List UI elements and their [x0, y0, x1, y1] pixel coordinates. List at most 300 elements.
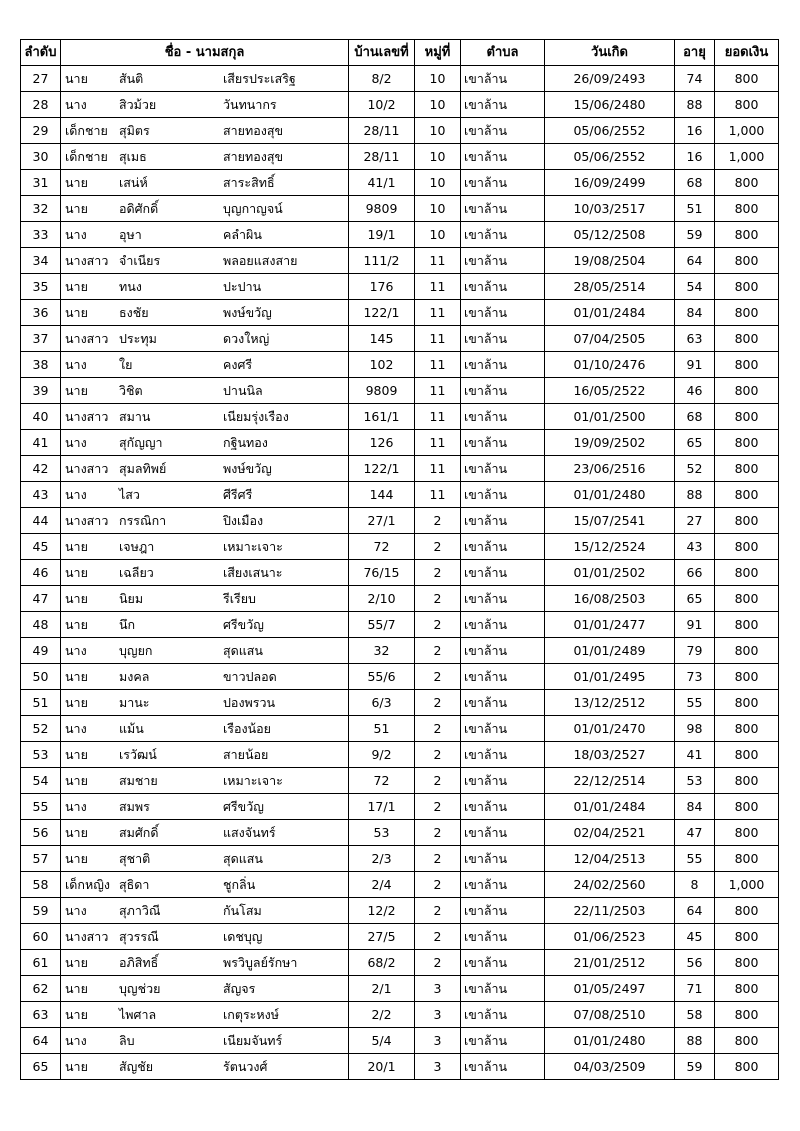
moo: 3	[415, 976, 461, 1002]
tambon: เขาล้าน	[461, 742, 545, 768]
table-row	[21, 560, 779, 586]
amount: 800	[715, 1054, 779, 1080]
name-prefix: นาย	[65, 669, 88, 684]
last-name: สายน้อย	[223, 747, 269, 762]
name-prefix: นาย	[65, 201, 88, 216]
table-row	[21, 638, 779, 664]
last-name: เหมาะเจาะ	[223, 539, 283, 554]
full-name-cell	[61, 742, 349, 768]
amount: 800	[715, 950, 779, 976]
amount: 800	[715, 846, 779, 872]
full-name	[65, 898, 348, 923]
age: 16	[675, 144, 715, 170]
table-row	[21, 1028, 779, 1054]
amount: 800	[715, 222, 779, 248]
first-name: ทนง	[119, 279, 142, 294]
full-name-cell	[61, 378, 349, 404]
tambon: เขาล้าน	[461, 534, 545, 560]
house-number: 76/15	[349, 560, 415, 586]
full-name	[65, 586, 348, 611]
name-prefix: นาง	[65, 97, 87, 112]
row-number: 59	[21, 898, 61, 924]
date-of-birth: 01/01/2489	[545, 638, 675, 664]
full-name-cell	[61, 430, 349, 456]
date-of-birth: 05/12/2508	[545, 222, 675, 248]
first-name: สมพร	[119, 799, 150, 814]
full-name	[65, 404, 348, 429]
house-number: 32	[349, 638, 415, 664]
amount: 800	[715, 924, 779, 950]
age: 66	[675, 560, 715, 586]
moo: 2	[415, 716, 461, 742]
name-prefix: นาง	[65, 903, 87, 918]
header-house-number: บ้านเลขที่	[349, 40, 415, 66]
amount: 800	[715, 560, 779, 586]
tambon: เขาล้าน	[461, 196, 545, 222]
house-number: 17/1	[349, 794, 415, 820]
amount: 800	[715, 404, 779, 430]
house-number: 2/4	[349, 872, 415, 898]
date-of-birth: 12/04/2513	[545, 846, 675, 872]
tambon: เขาล้าน	[461, 92, 545, 118]
house-number: 72	[349, 534, 415, 560]
first-name: สิวม้วย	[119, 97, 157, 112]
name-prefix: นางสาว	[65, 513, 109, 528]
amount: 800	[715, 456, 779, 482]
first-name: สันติ	[119, 71, 144, 86]
house-number: 9809	[349, 378, 415, 404]
full-name	[65, 274, 348, 299]
row-number: 57	[21, 846, 61, 872]
moo: 11	[415, 456, 461, 482]
tambon: เขาล้าน	[461, 560, 545, 586]
amount: 800	[715, 534, 779, 560]
row-number: 49	[21, 638, 61, 664]
first-name: สุมิตร	[119, 123, 150, 138]
house-number: 122/1	[349, 300, 415, 326]
full-name-cell	[61, 1002, 349, 1028]
age: 41	[675, 742, 715, 768]
table-row	[21, 872, 779, 898]
full-name-cell	[61, 872, 349, 898]
age: 58	[675, 1002, 715, 1028]
first-name: สุมลทิพย์	[119, 461, 167, 476]
last-name: เสียรประเสริฐ	[223, 71, 296, 86]
table-row	[21, 664, 779, 690]
last-name: รัตนวงศ์	[223, 1059, 268, 1074]
full-name-cell	[61, 300, 349, 326]
tambon: เขาล้าน	[461, 612, 545, 638]
first-name: สัญชัย	[119, 1059, 154, 1074]
age: 55	[675, 846, 715, 872]
moo: 10	[415, 144, 461, 170]
name-prefix: นางสาว	[65, 253, 109, 268]
date-of-birth: 18/03/2527	[545, 742, 675, 768]
date-of-birth: 01/01/2484	[545, 794, 675, 820]
date-of-birth: 19/08/2504	[545, 248, 675, 274]
moo: 2	[415, 534, 461, 560]
row-number: 41	[21, 430, 61, 456]
full-name	[65, 300, 348, 325]
row-number: 62	[21, 976, 61, 1002]
name-prefix: นางสาว	[65, 929, 109, 944]
last-name: ชูกลิ่น	[223, 877, 256, 892]
name-prefix: นางสาว	[65, 461, 109, 476]
age: 88	[675, 92, 715, 118]
table-row	[21, 378, 779, 404]
table-row	[21, 586, 779, 612]
row-number: 40	[21, 404, 61, 430]
header-date-of-birth: วันเกิด	[545, 40, 675, 66]
name-prefix: นาย	[65, 695, 88, 710]
table-row	[21, 66, 779, 92]
house-number: 10/2	[349, 92, 415, 118]
house-number: 28/11	[349, 118, 415, 144]
age: 54	[675, 274, 715, 300]
full-name	[65, 924, 348, 949]
table-row	[21, 794, 779, 820]
table-row	[21, 716, 779, 742]
house-number: 102	[349, 352, 415, 378]
moo: 11	[415, 326, 461, 352]
moo: 11	[415, 404, 461, 430]
full-name-cell	[61, 664, 349, 690]
table-row	[21, 222, 779, 248]
row-number: 46	[21, 560, 61, 586]
table-row	[21, 430, 779, 456]
age: 73	[675, 664, 715, 690]
house-number: 122/1	[349, 456, 415, 482]
moo: 2	[415, 690, 461, 716]
moo: 2	[415, 846, 461, 872]
table-row	[21, 898, 779, 924]
house-number: 51	[349, 716, 415, 742]
moo: 11	[415, 482, 461, 508]
full-name-cell	[61, 716, 349, 742]
full-name	[65, 170, 348, 195]
moo: 3	[415, 1028, 461, 1054]
date-of-birth: 07/04/2505	[545, 326, 675, 352]
tambon: เขาล้าน	[461, 482, 545, 508]
header-tambon: ตำบล	[461, 40, 545, 66]
table-row	[21, 326, 779, 352]
tambon: เขาล้าน	[461, 586, 545, 612]
age: 91	[675, 612, 715, 638]
last-name: ปิงเมือง	[223, 513, 264, 528]
full-name-cell	[61, 560, 349, 586]
house-number: 2/3	[349, 846, 415, 872]
amount: 800	[715, 274, 779, 300]
last-name: คลำผิน	[223, 227, 262, 242]
moo: 11	[415, 352, 461, 378]
amount: 800	[715, 742, 779, 768]
row-number: 35	[21, 274, 61, 300]
full-name	[65, 66, 348, 91]
table-row	[21, 352, 779, 378]
date-of-birth: 15/06/2480	[545, 92, 675, 118]
full-name-cell	[61, 976, 349, 1002]
row-number: 32	[21, 196, 61, 222]
full-name	[65, 118, 348, 143]
full-name-cell	[61, 898, 349, 924]
tambon: เขาล้าน	[461, 950, 545, 976]
date-of-birth: 21/01/2512	[545, 950, 675, 976]
last-name: ปะปาน	[223, 279, 262, 294]
last-name: สุดแสน	[223, 643, 263, 658]
full-name-cell	[61, 586, 349, 612]
first-name: นิยม	[119, 591, 144, 606]
name-prefix: เด็กชาย	[65, 123, 108, 138]
amount: 800	[715, 794, 779, 820]
moo: 3	[415, 1002, 461, 1028]
moo: 2	[415, 560, 461, 586]
date-of-birth: 05/06/2552	[545, 144, 675, 170]
full-name-cell	[61, 222, 349, 248]
table-row	[21, 820, 779, 846]
full-name-cell	[61, 482, 349, 508]
age: 79	[675, 638, 715, 664]
last-name: เหมาะเจาะ	[223, 773, 283, 788]
amount: 800	[715, 638, 779, 664]
full-name	[65, 950, 348, 975]
date-of-birth: 04/03/2509	[545, 1054, 675, 1080]
last-name: เรืองน้อย	[223, 721, 271, 736]
tambon: เขาล้าน	[461, 794, 545, 820]
tambon: เขาล้าน	[461, 664, 545, 690]
amount: 800	[715, 898, 779, 924]
row-number: 60	[21, 924, 61, 950]
house-number: 145	[349, 326, 415, 352]
name-prefix: นาย	[65, 591, 88, 606]
date-of-birth: 16/08/2503	[545, 586, 675, 612]
full-name	[65, 716, 348, 741]
row-number: 38	[21, 352, 61, 378]
table-row	[21, 196, 779, 222]
moo: 2	[415, 872, 461, 898]
first-name: สุกัญญา	[119, 435, 163, 450]
row-number: 65	[21, 1054, 61, 1080]
full-name	[65, 690, 348, 715]
row-number: 43	[21, 482, 61, 508]
amount: 800	[715, 170, 779, 196]
tambon: เขาล้าน	[461, 170, 545, 196]
full-name	[65, 430, 348, 455]
last-name: เดชบุญ	[223, 929, 263, 944]
age: 68	[675, 404, 715, 430]
table-row	[21, 612, 779, 638]
first-name: บุญยก	[119, 643, 153, 658]
age: 59	[675, 1054, 715, 1080]
full-name	[65, 560, 348, 585]
tambon: เขาล้าน	[461, 118, 545, 144]
amount: 800	[715, 820, 779, 846]
moo: 2	[415, 586, 461, 612]
house-number: 19/1	[349, 222, 415, 248]
date-of-birth: 22/12/2514	[545, 768, 675, 794]
name-prefix: นาย	[65, 955, 88, 970]
age: 84	[675, 300, 715, 326]
table-row	[21, 482, 779, 508]
house-number: 144	[349, 482, 415, 508]
full-name-cell	[61, 1054, 349, 1080]
row-number: 31	[21, 170, 61, 196]
row-number: 61	[21, 950, 61, 976]
row-number: 42	[21, 456, 61, 482]
house-number: 28/11	[349, 144, 415, 170]
last-name: สุดแสน	[223, 851, 263, 866]
age: 16	[675, 118, 715, 144]
name-prefix: นาง	[65, 1033, 87, 1048]
name-prefix: นาง	[65, 227, 87, 242]
moo: 2	[415, 638, 461, 664]
last-name: ศรีขวัญ	[223, 617, 264, 632]
amount: 800	[715, 508, 779, 534]
amount: 800	[715, 430, 779, 456]
full-name	[65, 222, 348, 247]
name-prefix: นาย	[65, 305, 88, 320]
tambon: เขาล้าน	[461, 1054, 545, 1080]
age: 98	[675, 716, 715, 742]
amount: 800	[715, 664, 779, 690]
full-name	[65, 378, 348, 403]
full-name	[65, 872, 348, 897]
last-name: พรวิบูลย์รักษา	[223, 955, 298, 970]
row-number: 50	[21, 664, 61, 690]
tambon: เขาล้าน	[461, 1028, 545, 1054]
full-name-cell	[61, 92, 349, 118]
name-prefix: เด็กชาย	[65, 149, 108, 164]
date-of-birth: 16/09/2499	[545, 170, 675, 196]
amount: 800	[715, 248, 779, 274]
header-age: อายุ	[675, 40, 715, 66]
moo: 10	[415, 196, 461, 222]
date-of-birth: 01/01/2477	[545, 612, 675, 638]
name-prefix: นาย	[65, 747, 88, 762]
name-prefix: นาย	[65, 825, 88, 840]
moo: 10	[415, 66, 461, 92]
last-name: สัญจร	[223, 981, 256, 996]
tambon: เขาล้าน	[461, 898, 545, 924]
moo: 2	[415, 612, 461, 638]
row-number: 45	[21, 534, 61, 560]
row-number: 30	[21, 144, 61, 170]
table-row	[21, 950, 779, 976]
moo: 10	[415, 170, 461, 196]
house-number: 55/7	[349, 612, 415, 638]
first-name: บุญช่วย	[119, 981, 161, 996]
row-number: 51	[21, 690, 61, 716]
full-name	[65, 534, 348, 559]
date-of-birth: 15/07/2541	[545, 508, 675, 534]
moo: 2	[415, 508, 461, 534]
amount: 800	[715, 1002, 779, 1028]
amount: 800	[715, 196, 779, 222]
amount: 800	[715, 352, 779, 378]
name-prefix: นาย	[65, 1007, 88, 1022]
full-name-cell	[61, 404, 349, 430]
date-of-birth: 02/04/2521	[545, 820, 675, 846]
age: 8	[675, 872, 715, 898]
amount: 800	[715, 612, 779, 638]
age: 71	[675, 976, 715, 1002]
age: 56	[675, 950, 715, 976]
full-name-cell	[61, 612, 349, 638]
age: 64	[675, 248, 715, 274]
full-name	[65, 456, 348, 481]
full-name	[65, 742, 348, 767]
age: 55	[675, 690, 715, 716]
full-name	[65, 794, 348, 819]
date-of-birth: 01/01/2480	[545, 1028, 675, 1054]
moo: 10	[415, 118, 461, 144]
first-name: อภิสิทธิ์	[119, 955, 159, 970]
tambon: เขาล้าน	[461, 66, 545, 92]
house-number: 20/1	[349, 1054, 415, 1080]
house-number: 27/1	[349, 508, 415, 534]
date-of-birth: 22/11/2503	[545, 898, 675, 924]
last-name: แสงจันทร์	[223, 825, 276, 840]
date-of-birth: 19/09/2502	[545, 430, 675, 456]
full-name-cell	[61, 196, 349, 222]
house-number: 6/3	[349, 690, 415, 716]
table-row	[21, 274, 779, 300]
table-row	[21, 1054, 779, 1080]
age: 63	[675, 326, 715, 352]
first-name: วิชิต	[119, 383, 143, 398]
full-name	[65, 1002, 348, 1027]
name-prefix: นาย	[65, 617, 88, 632]
last-name: ดวงใหญ่	[223, 331, 270, 346]
full-name	[65, 326, 348, 351]
tambon: เขาล้าน	[461, 638, 545, 664]
date-of-birth: 16/05/2522	[545, 378, 675, 404]
full-name-cell	[61, 456, 349, 482]
row-number: 56	[21, 820, 61, 846]
date-of-birth: 23/06/2516	[545, 456, 675, 482]
first-name: สมศักดิ์	[119, 825, 159, 840]
moo: 2	[415, 794, 461, 820]
table-row	[21, 976, 779, 1002]
beneficiary-table-container	[20, 39, 779, 1080]
house-number: 27/5	[349, 924, 415, 950]
age: 43	[675, 534, 715, 560]
last-name: เสียงเสนาะ	[223, 565, 283, 580]
first-name: ลิบ	[119, 1033, 135, 1048]
full-name	[65, 352, 348, 377]
full-name	[65, 664, 348, 689]
tambon: เขาล้าน	[461, 846, 545, 872]
table-row	[21, 456, 779, 482]
first-name: สมชาย	[119, 773, 158, 788]
first-name: สมาน	[119, 409, 151, 424]
date-of-birth: 01/06/2523	[545, 924, 675, 950]
date-of-birth: 01/05/2497	[545, 976, 675, 1002]
last-name: เนียมรุ่งเรือง	[223, 409, 289, 424]
first-name: ไพศาล	[119, 1007, 157, 1022]
amount: 800	[715, 326, 779, 352]
name-prefix: นาย	[65, 383, 88, 398]
full-name-cell	[61, 248, 349, 274]
row-number: 28	[21, 92, 61, 118]
header-no: ลำดับ	[21, 40, 61, 66]
amount: 1,000	[715, 144, 779, 170]
tambon: เขาล้าน	[461, 456, 545, 482]
date-of-birth: 24/02/2560	[545, 872, 675, 898]
table-row	[21, 742, 779, 768]
full-name	[65, 92, 348, 117]
amount: 800	[715, 716, 779, 742]
name-prefix: นาง	[65, 435, 87, 450]
